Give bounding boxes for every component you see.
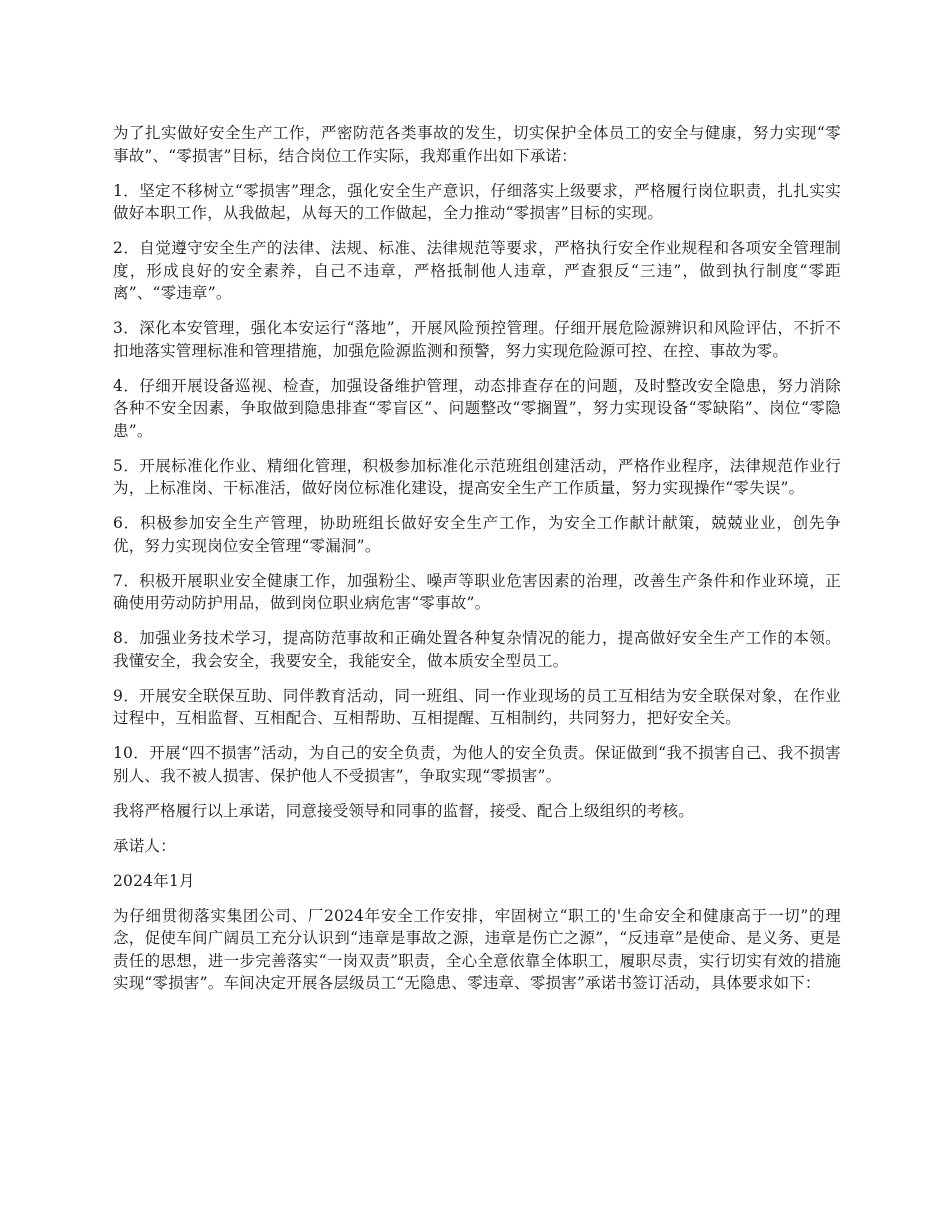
item-text: 开展安全联保互助、同伴教育活动，同一班组、同一作业现场的员工互相结为安全联保对象，在作业过程中，互相监督、互相配合、互相帮助、互相提醒、互相制约，共同努力，把好安全关。 [113, 686, 841, 727]
item-text: 开展标准化作业、精细化管理，积极参加标准化示范班组创建活动，严格作业程序，法律规范作业行为，上标准岗、干标准活，做好岗位标准化建设，提高安全生产工作质量，努力实现操作“零失误”。 [113, 456, 841, 497]
document-body [113, 122, 841, 1007]
item-number: 8． [113, 629, 140, 647]
intro-paragraph: 为了扎实做好安全生产工作，严密防范各类事故的发生，切实保护全体员工的安全与健康，努力实现“零事故”、“零损害”目标，结合岗位工作实际，我郑重作出如下承诺： [113, 124, 841, 165]
commitment-item-8 [113, 627, 841, 672]
closing-paragraph: 我将严格履行以上承诺，同意接受领导和同事的监督，接受、配合上级组织的考核。 [113, 801, 694, 820]
date-line: 2024年1月 [113, 871, 195, 890]
commitment-item-4 [113, 375, 841, 443]
item-number: 4． [113, 376, 140, 395]
item-text: 坚定不移树立“零损害”理念，强化安全生产意识，仔细落实上级要求，严格履行岗位职责，扎扎实实做好本职工作，从我做起，从每天的工作做起，全力推动“零损害”目标的实现。 [113, 181, 842, 222]
commitment-item-6 [113, 512, 841, 557]
commitment-item-10 [113, 742, 841, 787]
item-number: 3． [113, 319, 140, 337]
item-number: 6． [113, 514, 140, 532]
item-text: 自觉遵守安全生产的法律、法规、标准、法律规范等要求，严格执行安全作业规程和各项安全管理制度，形成良好的安全素养，自己不违章，严格抵制他人违章，严查狠反“三违”，做到执行制度“零距离”、“零违章”。 [113, 239, 841, 302]
commitment-item-3 [113, 317, 841, 362]
item-text: 仔细开展设备巡视、检查，加强设备维护管理，动态排查存在的问题，及时整改安全隐患，努力消除各种不安全因素，争取做到隐患排查“零盲区”、问题整改“零搁置”，努力实现设备“零缺陷”、岗位“零隐患”。 [113, 376, 841, 440]
item-text: 深化本安管理，强化本安运行“落地”，开展风险预控管理。仔细开展危险源辨识和风险评估，不折不扣地落实管理标准和管理措施，加强危险源监测和预警，努力实现危险源可控、在控、事故为零。 [113, 319, 842, 360]
commitment-item-9 [113, 685, 841, 730]
item-number: 1． [113, 181, 140, 200]
item-number: 9． [113, 686, 140, 705]
commitment-item-1 [113, 180, 841, 225]
commitment-item-2 [113, 237, 841, 305]
item-number: 5． [113, 456, 140, 475]
item-text: 加强业务技术学习，提高防范事故和正确处置各种复杂情况的能力，提高做好安全生产工作的本领。我懂安全，我会安全，我要安全，我能安全，做本质安全型员工。 [113, 629, 841, 670]
signer-label: 承诺人： [113, 836, 176, 855]
item-number: 7． [113, 571, 140, 590]
commitment-item-5 [113, 455, 841, 500]
item-text: 开展“四不损害”活动，为自己的安全负责，为他人的安全负责。保证做到“我不损害自己、我不损害别人、我不被人损害、保护他人不受损害”，争取实现“零损害”。 [113, 744, 842, 785]
commitment-item-7 [113, 570, 841, 615]
item-number: 10． [113, 744, 150, 762]
item-number: 2． [113, 239, 140, 257]
item-text: 积极参加安全生产管理，协助班组长做好安全生产工作，为安全工作献计献策，兢兢业业，创先争优，努力实现岗位安全管理“零漏洞”。 [113, 514, 841, 555]
second-intro-paragraph: 为仔细贯彻落实集团公司、厂2024年安全工作安排，牢固树立“职工的'生命安全和健康高于一切”的理念，促使车间广阔员工充分认识到“违章是事故之源，违章是伤亡之源”，“反违章”是使命、是义务、更是责任的思想，进一步完善落实“一岗双责”职责，全心全意依靠全体职工，履职尽责，实行切实有效的措施实现“零损害”。车间决定开展各层级员工“无隐患、零违章、零损害”承诺书签订活动，具体要求如下： [113, 906, 841, 992]
item-text: 积极开展职业安全健康工作，加强粉尘、噪声等职业危害因素的治理，改善生产条件和作业环境，正确使用劳动防护用品，做到岗位职业病危害“零事故”。 [113, 571, 841, 612]
